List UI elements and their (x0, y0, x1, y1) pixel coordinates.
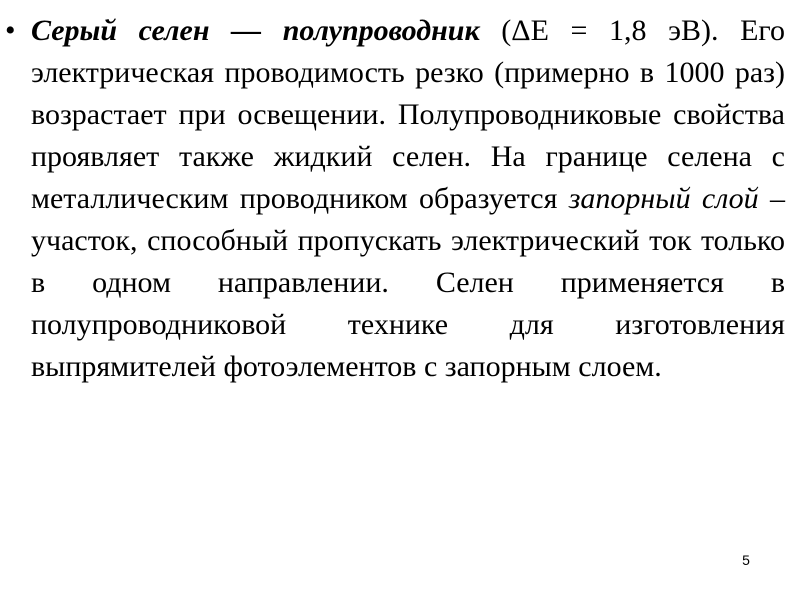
term-bold-italic: Серый селен — полупроводник (31, 14, 480, 47)
bullet-icon: • (5, 14, 16, 47)
bullet-paragraph (31, 10, 785, 388)
paragraph-text-1: (ΔE = 1,8 эВ). Его электрическая проводимость резко (примерно в 1000 раз) возрастает при освещении. Полупроводниковые свойства проявляет также жидкий селен. На границе селена с металлическим проводником образуется (31, 14, 785, 215)
paragraph-text-2: – участок, способный пропускать электрический ток только в одном направлении. Селен применяется в полупроводниковой технике для изготовления выпрямителей фотоэлементов с запорным слоем. (31, 182, 786, 383)
page-number: 5 (742, 552, 750, 568)
term-italic: запорный слой (568, 182, 759, 215)
